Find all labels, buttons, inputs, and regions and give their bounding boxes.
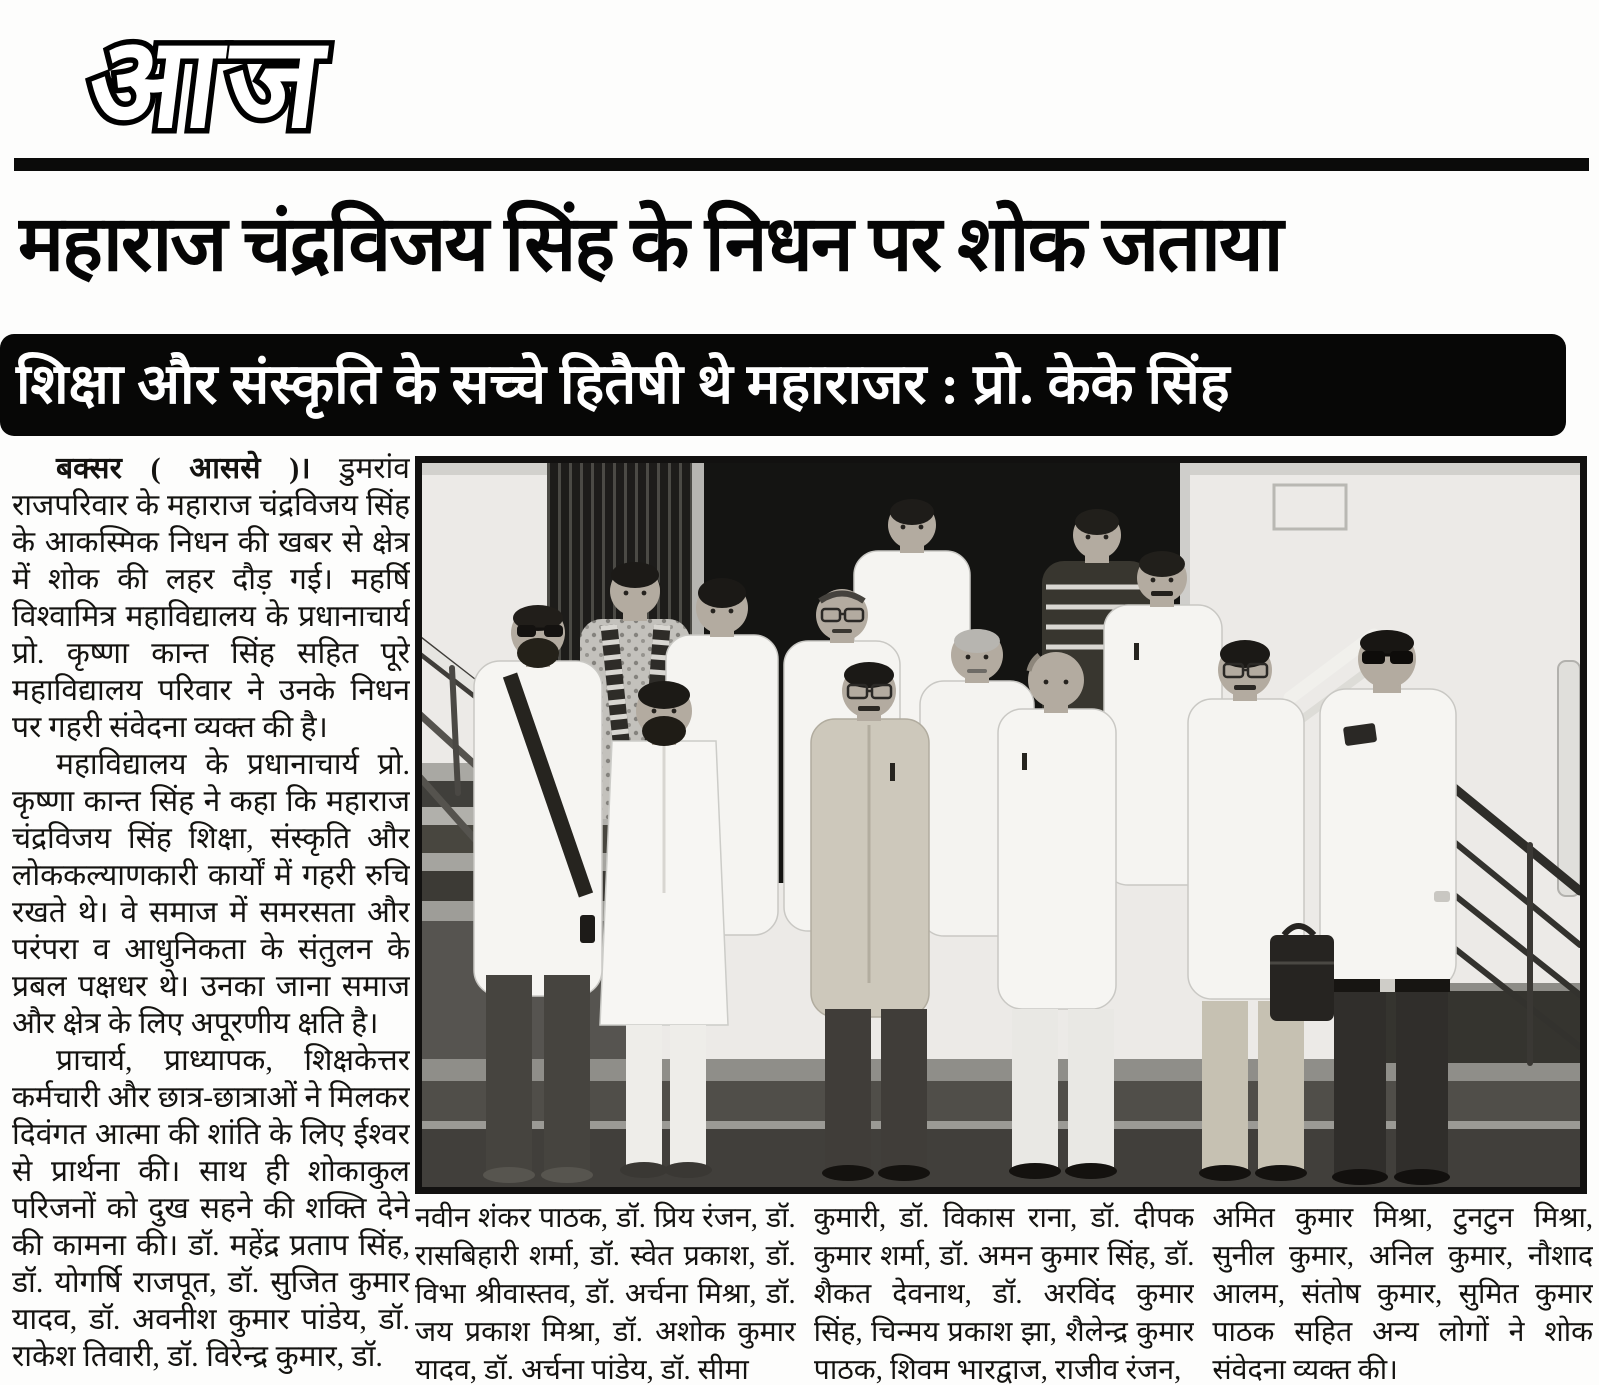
caption-column-3: अमित कुमार मिश्रा, टुनटुन मिश्रा, सुनील कुमार, अनिल कुमार, नौशाद आलम, संतोष कुमार, सुमित कुमार पाठक सहित अन्य लोगों ने शोक संवेदना व्यक्त की।: [1212, 1203, 1593, 1385]
caption-column-2: कुमारी, डॉ. विकास राना, डॉ. दीपक कुमार शर्मा, डॉ. अमन कुमार सिंह, डॉ. शैकत देवनाथ, डॉ. अरविंद कुमार सिंह, चिन्मय प्रकाश झा, शैलेन्द्र कुमार पाठक, शिवम भारद्वाज, राजीव रंजन,: [813, 1203, 1195, 1385]
pillar: [1558, 661, 1580, 896]
headline: महाराज चंद्रविजय सिंह के निधन पर शोक जताया: [18, 201, 1282, 287]
article-column: [12, 450, 410, 1385]
news-photo: [415, 456, 1587, 1194]
paragraph-text: महाविद्यालय के प्रधानाचार्य प्रो. कृष्णा कान्त सिंह ने कहा कि महाराज चंद्रविजय सिंह शिक्षा, संस्कृति और लोककल्याणकारी कार्यों में गहरी रुचि रखते थे। वे समाज में समरसता और परंपरा व आधुनिकता के संतुलन के प्रबल पक्षधर थे। उनका जाना समाज और क्षेत्र के लिए अपूरणीय क्षति है।: [12, 748, 410, 1040]
masthead-logo: [42, 4, 442, 162]
person-bald-front: [998, 652, 1117, 1179]
paragraph-text: डुमरांव राजपरिवार के महाराज चंद्रविजय सिंह के आकस्मिक निधन की खबर से क्षेत्र में शोक की लहर दौड़ गई। महर्षि विश्वामित्र महाविद्यालय के प्रधानाचार्य प्रो. कृष्णा कान्त सिंह सहित पूरे महाविद्यालय परिवार ने उनके निधन पर गहरी संवेदना व्यक्त की है।: [12, 452, 410, 744]
subheadline-text: शिक्षा और संस्कृति के सच्चे हितैषी थे महाराजर : प्रो. केके सिंह: [16, 354, 1230, 416]
article-paragraph: [12, 450, 410, 746]
photo-caption: [415, 1200, 1593, 1385]
photo-illustration: [422, 463, 1580, 1187]
article-paragraph: [12, 746, 410, 1042]
subheadline-bar: [0, 334, 1566, 436]
paragraph-text: प्राचार्य, प्राध्यापक, शिक्षकेत्तर कर्मचारी और छात्र-छात्राओं ने मिलकर दिवंगत आत्मा की शांति के लिए ईश्वर से प्रार्थना की। साथ ही शोकाकुल परिजनों को दुख सहने की शक्ति देने की कामना की। डॉ. महेंद्र प्रताप सिंह, डॉ. योगर्षि राजपूत, डॉ. सुजित कुमार यादव, डॉ. अवनीश कुमार पांडेय, डॉ. राकेश तिवारी, डॉ. विरेन्द्र कुमार, डॉ.: [12, 1044, 410, 1373]
caption-column-1: नवीन शंकर पाठक, डॉ. प्रिय रंजन, डॉ. रासबिहारी शर्मा, डॉ. स्वेत प्रकाश, डॉ. विभा श्रीवास्तव, डॉ. अर्चना मिश्रा, डॉ. जय प्रकाश मिश्रा, डॉ. अशोक कुमार यादव, डॉ. अर्चना पांडेय, डॉ. सीमा: [415, 1203, 796, 1385]
masthead-logo-text: आज: [81, 14, 337, 154]
masthead-logo-art: [42, 4, 442, 162]
briefcase: [1270, 926, 1334, 1021]
dateline: बक्सर ( आससे )।: [56, 452, 340, 485]
article-paragraph: [12, 1042, 410, 1375]
person-tan-shirt-glasses: [811, 662, 930, 1181]
masthead-rule: [14, 158, 1589, 171]
